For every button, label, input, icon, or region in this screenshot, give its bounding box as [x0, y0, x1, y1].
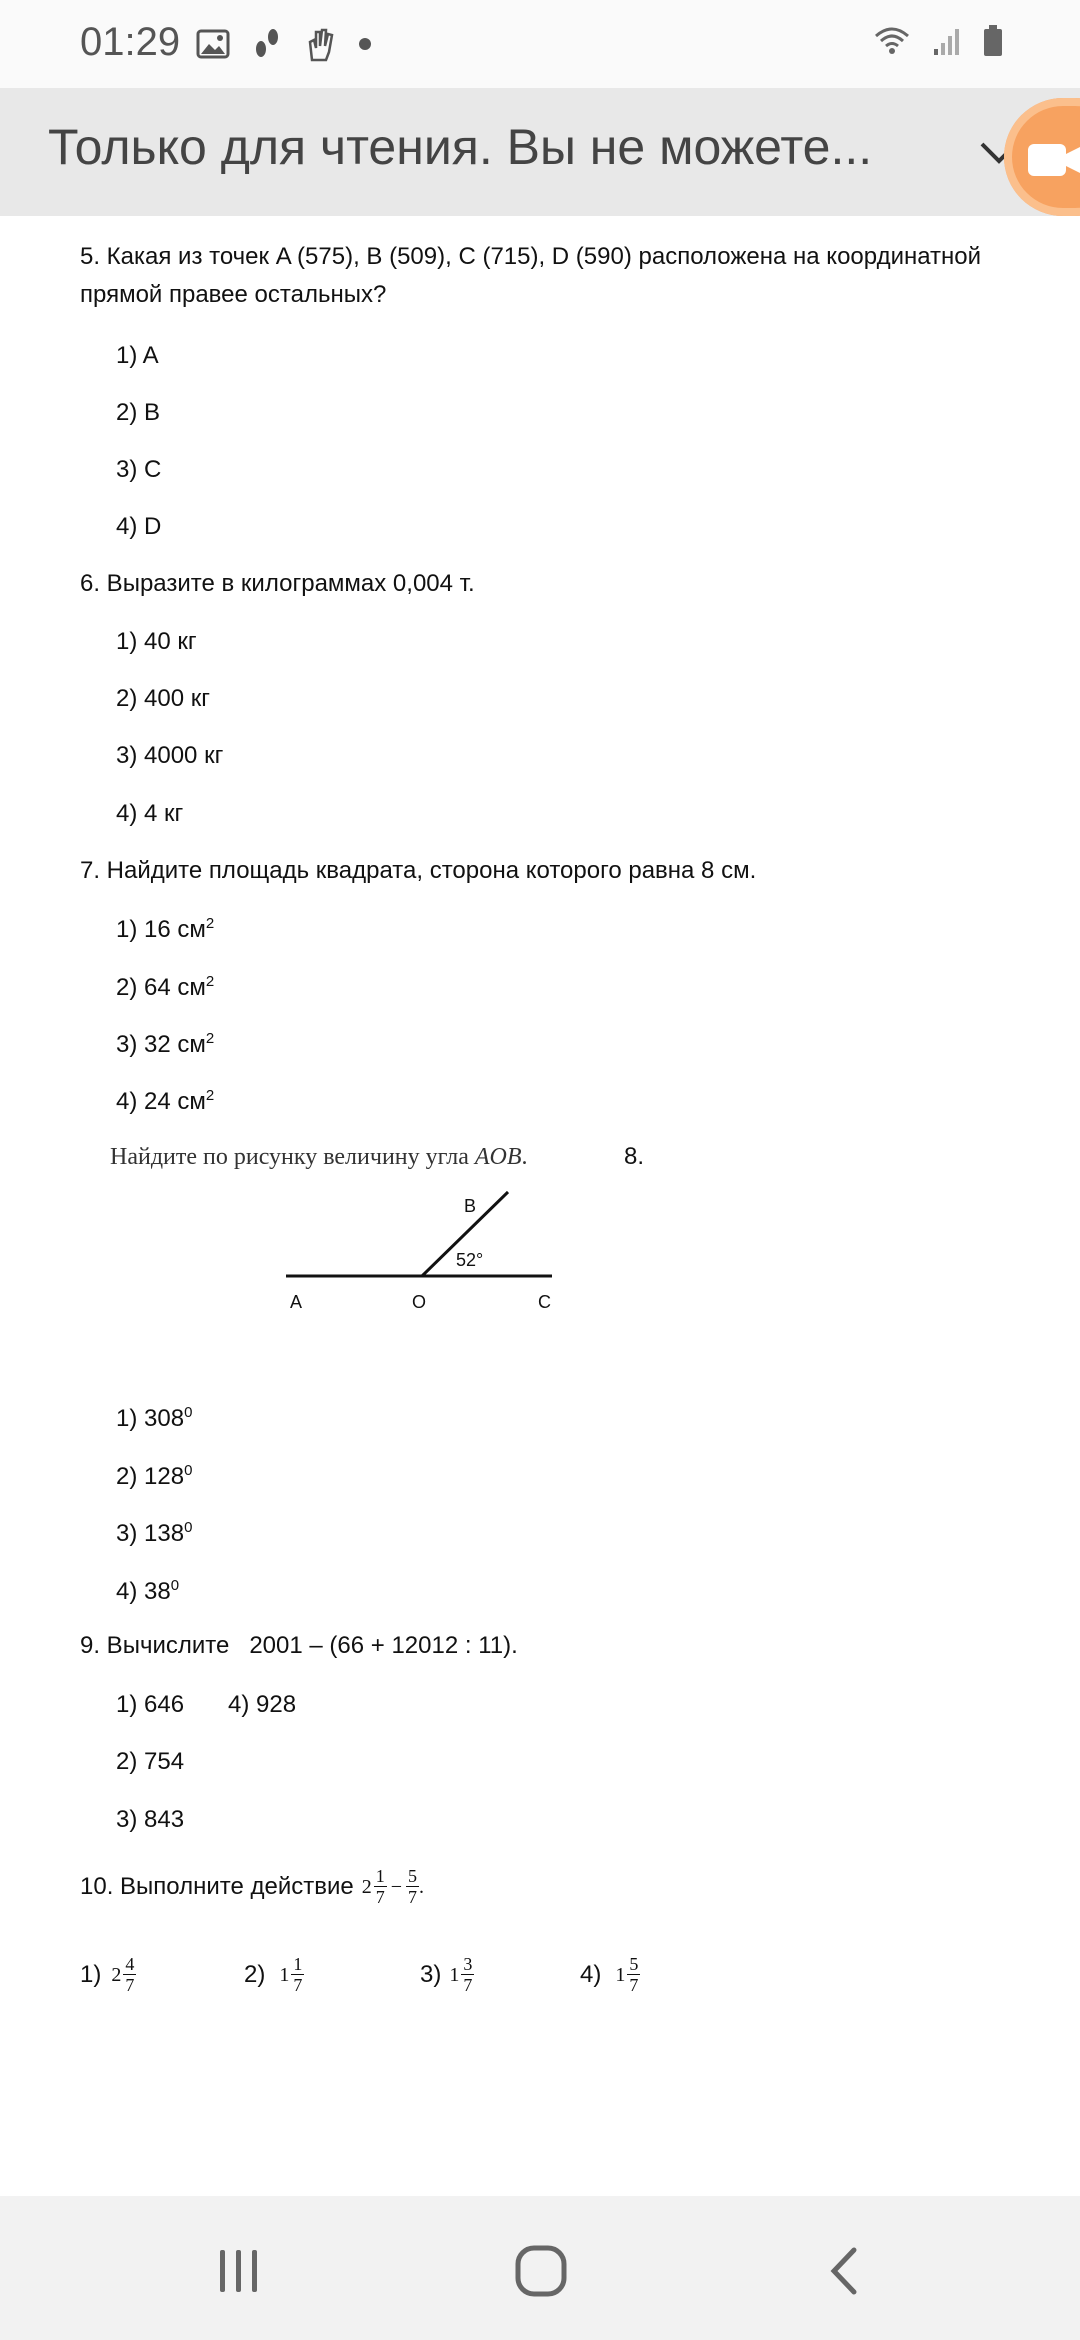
label-c: C [538, 1292, 551, 1312]
option-num: 5 [629, 1954, 639, 1974]
q10-option-2 [244, 1954, 304, 1995]
option-whole: 1 [279, 1963, 290, 1986]
q10-option-2-label: 2) [244, 1960, 266, 1988]
option-den: 7 [293, 1975, 303, 1995]
option-whole: 1 [449, 1963, 460, 1986]
question-8-number: 8. [624, 1143, 645, 1170]
superscript: 2 [205, 1030, 215, 1047]
back-icon[interactable] [824, 2244, 864, 2298]
dot-icon [358, 37, 372, 51]
q10-option-1-value [111, 1954, 136, 1995]
floating-camera-button[interactable] [1004, 94, 1080, 216]
expr-den-1: 7 [375, 1887, 385, 1907]
q10-option-1-label: 1) [80, 1960, 102, 1988]
degree-mark: 0 [184, 1462, 193, 1479]
option-fraction [627, 1954, 640, 1995]
label-o: O [412, 1292, 427, 1312]
q8-option-1 [116, 1404, 192, 1433]
angle-name: AOB [474, 1144, 522, 1170]
q8-option-2 [116, 1462, 192, 1491]
q5-option-2: 2) B [116, 399, 161, 426]
option-den: 7 [125, 1975, 135, 1995]
q5-option-4: 4) D [116, 513, 162, 540]
status-time: 01:29 [80, 20, 181, 64]
expr-num-1: 1 [375, 1866, 385, 1886]
q10-option-3-value [449, 1954, 474, 1995]
q7-option-1 [116, 915, 214, 944]
home-icon[interactable] [514, 2244, 568, 2298]
q7-option-4 [116, 1087, 214, 1116]
q8-option-2-text: 2) 128 [116, 1463, 185, 1490]
question-9: 9. Вычислите 2001 – (66 + 12012 : 11). [80, 1632, 518, 1659]
degree-mark: 0 [184, 1519, 193, 1536]
system-icons [872, 24, 1004, 58]
battery-icon [982, 24, 1004, 58]
option-fraction [291, 1954, 304, 1995]
question-10 [80, 1866, 424, 1907]
q6-option-2: 2) 400 кг [116, 685, 210, 712]
q7-option-1-text: 1) 16 см [116, 916, 206, 943]
q9-option-3: 3) 843 [116, 1806, 185, 1833]
q7-option-2-text: 2) 64 см [116, 974, 206, 1001]
option-num: 3 [463, 1954, 473, 1974]
question-6: 6. Выразите в килограммах 0,004 т. [80, 570, 475, 597]
q9-option-4: 4) 928 [228, 1691, 297, 1718]
video-camera-icon [1026, 142, 1080, 178]
option-den: 7 [629, 1975, 639, 1995]
q10-option-4-label: 4) [580, 1960, 602, 1988]
q7-option-2 [116, 973, 214, 1002]
q10-text: 10. Выполните действие [80, 1872, 354, 1900]
q8-option-4 [116, 1577, 179, 1606]
expr-fraction-2 [406, 1866, 419, 1907]
q6-option-3: 3) 4000 кг [116, 742, 224, 769]
q6-option-4: 4) 4 кг [116, 800, 184, 827]
document-content [0, 216, 1080, 2196]
q10-option-4-value [615, 1954, 640, 1995]
expr-whole: 2 [361, 1875, 372, 1898]
status-bar [0, 0, 1080, 88]
angle-figure [270, 1176, 570, 1336]
label-angle: 52° [456, 1250, 484, 1270]
question-7: 7. Найдите площадь квадрата, сторона которого равна 8 см. [80, 857, 757, 884]
option-fraction [123, 1954, 136, 1995]
q8-text: Найдите по рисунку величину угла [110, 1144, 475, 1170]
q8-option-1-text: 1) 308 [116, 1405, 185, 1432]
q7-option-3 [116, 1030, 214, 1059]
q6-option-1: 1) 40 кг [116, 628, 197, 655]
navigation-bar [0, 2196, 1080, 2340]
q9-option-2: 2) 754 [116, 1748, 185, 1775]
banner-title: Только для чтения. Вы не можете... [48, 119, 873, 175]
option-num: 1 [293, 1954, 303, 1974]
recent-apps-icon[interactable] [214, 2246, 264, 2296]
q8-option-4-text: 4) 38 [116, 1578, 171, 1605]
q9-option-1: 1) 646 [116, 1691, 185, 1718]
q10-option-1 [80, 1954, 136, 1995]
q7-option-4-text: 4) 24 см [116, 1088, 206, 1115]
wifi-icon [872, 24, 912, 58]
label-a: A [290, 1292, 303, 1312]
superscript: 2 [205, 973, 215, 990]
expr-den-2: 7 [408, 1887, 418, 1907]
q10-expression [362, 1866, 424, 1907]
q10-option-2-value [279, 1954, 304, 1995]
notification-icons [196, 26, 372, 62]
expr-fraction-1 [374, 1866, 387, 1907]
expr-num-2: 5 [408, 1866, 418, 1886]
option-whole: 2 [111, 1963, 122, 1986]
q8-text-end: . [521, 1144, 528, 1170]
degree-mark: 0 [184, 1404, 193, 1421]
hand-icon [304, 26, 336, 62]
q10-option-4 [580, 1954, 640, 1995]
superscript: 2 [205, 1087, 215, 1104]
label-b: B [464, 1196, 477, 1216]
option-whole: 1 [615, 1963, 626, 1986]
q5-option-3: 3) C [116, 456, 162, 483]
question-8 [110, 1138, 528, 1176]
q5-option-1: 1) A [116, 342, 159, 369]
q8-option-3-text: 3) 138 [116, 1520, 185, 1547]
image-icon [196, 29, 230, 59]
q10-option-3-label: 3) [420, 1960, 442, 1988]
q7-option-3-text: 3) 32 см [116, 1031, 206, 1058]
option-den: 7 [463, 1975, 473, 1995]
read-only-banner [0, 88, 1080, 216]
q8-option-3 [116, 1519, 192, 1548]
option-fraction [461, 1954, 474, 1995]
expr-minus: − [390, 1875, 403, 1898]
footsteps-icon [252, 27, 282, 61]
signal-icon [932, 25, 962, 57]
superscript: 2 [205, 915, 215, 932]
expr-end: . [419, 1875, 425, 1898]
degree-mark: 0 [170, 1577, 180, 1594]
q10-option-3 [420, 1954, 474, 1995]
option-num: 4 [125, 1954, 135, 1974]
question-5: 5. Какая из точек A (575), B (509), C (715), D (590) расположена на координатной прямой правее остальных? [80, 243, 982, 308]
